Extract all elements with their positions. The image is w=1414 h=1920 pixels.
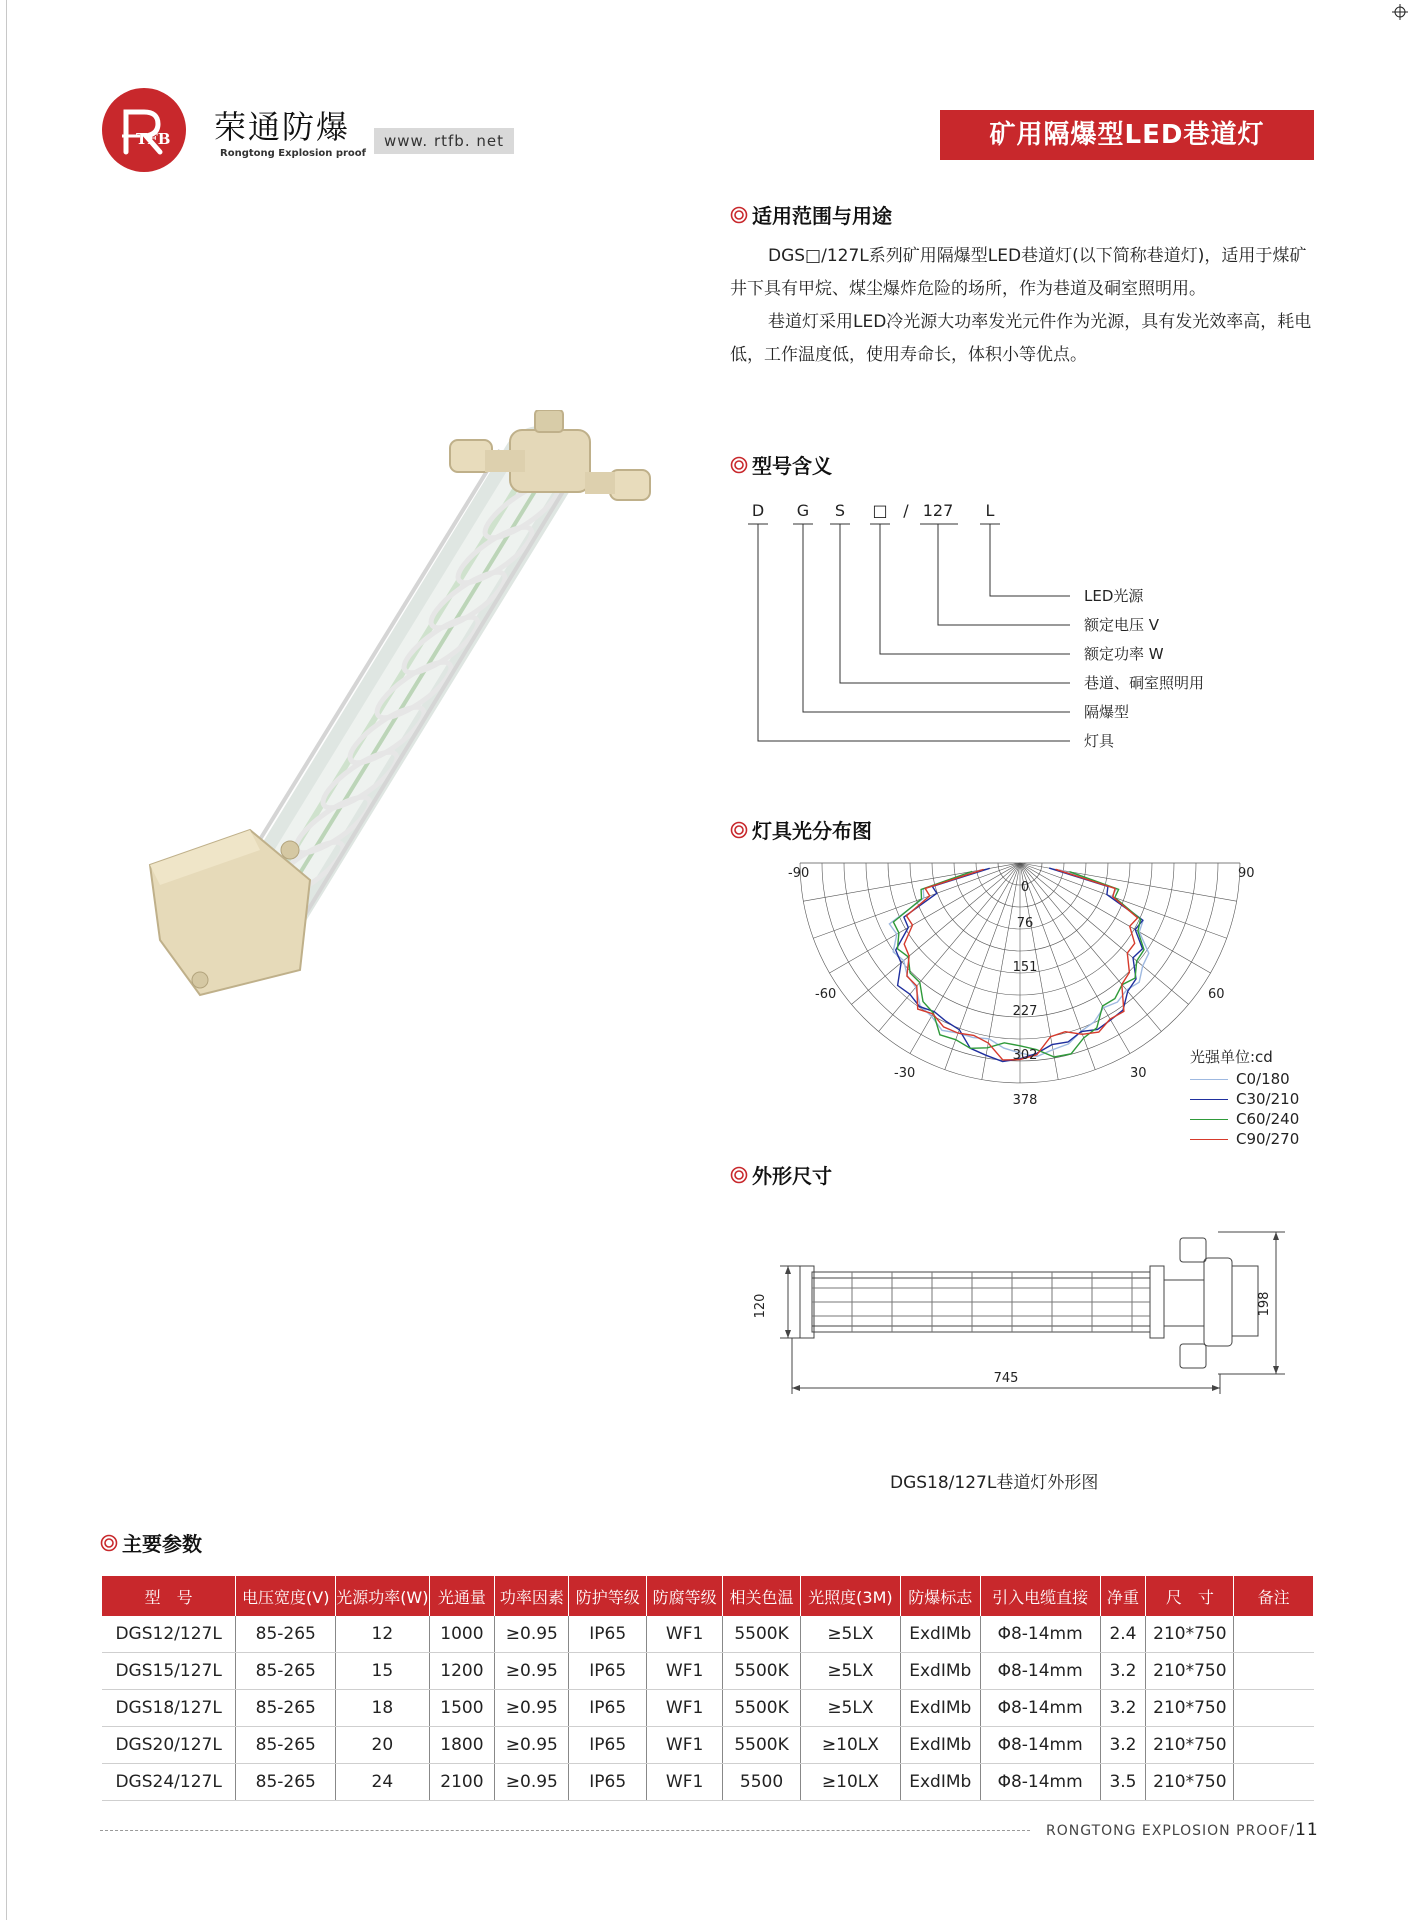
column-header: 光照度(3M) — [800, 1576, 900, 1616]
section-heading-model-text: 型号含义 — [752, 454, 832, 478]
section-bullet-icon — [730, 206, 748, 224]
model-meaning: 额定功率 W — [1084, 645, 1164, 663]
angle-label: 90 — [1238, 866, 1255, 881]
dimension-height-small: 120 — [753, 1293, 768, 1319]
table-cell: 210*750 — [1146, 1616, 1234, 1653]
table-cell: Φ8-14mm — [980, 1727, 1100, 1764]
table-cell: ≥0.95 — [495, 1690, 569, 1727]
table-cell: ExdIMb — [900, 1727, 980, 1764]
angle-label: -60 — [815, 987, 837, 1002]
table-cell: 85-265 — [236, 1764, 336, 1801]
dimension-length: 745 — [993, 1371, 1019, 1386]
table-cell: 24 — [336, 1764, 429, 1801]
product-photo — [140, 410, 680, 1010]
table-cell: 20 — [336, 1727, 429, 1764]
table-cell: IP65 — [569, 1764, 647, 1801]
table-row — [102, 1653, 1314, 1690]
table-cell: 3.2 — [1100, 1653, 1146, 1690]
radial-label: 302 — [1012, 1048, 1038, 1063]
table-cell: WF1 — [647, 1653, 723, 1690]
section-heading-dimensions — [730, 1160, 832, 1189]
usage-paragraph: DGS□/127L系列矿用隔爆型LED巷道灯(以下简称巷道灯)，适用于煤矿井下具有甲烷、煤尘爆炸危险的场所，作为巷道及硐室照明用。 — [730, 246, 1307, 299]
model-code: □ — [872, 501, 888, 520]
table-cell: 1500 — [429, 1690, 495, 1727]
table-cell: DGS12/127L — [102, 1616, 236, 1653]
top-junction-box — [450, 410, 650, 500]
table-cell: ≥0.95 — [495, 1653, 569, 1690]
dimension-drawing — [740, 1220, 1300, 1420]
column-header: 引入电缆直接 — [980, 1576, 1100, 1616]
table-cell: IP65 — [569, 1653, 647, 1690]
table-cell — [1234, 1764, 1314, 1801]
legend-label: C60/240 — [1236, 1110, 1300, 1128]
table-cell: 85-265 — [236, 1727, 336, 1764]
table-cell: 5500K — [723, 1727, 801, 1764]
column-header: 功率因素 — [495, 1576, 569, 1616]
table-cell: 85-265 — [236, 1616, 336, 1653]
model-code: / — [903, 501, 909, 520]
column-header: 型 号 — [102, 1576, 236, 1616]
model-code: D — [751, 501, 765, 520]
column-header: 光通量 — [429, 1576, 495, 1616]
page-edge — [6, 0, 7, 1920]
table-cell: 1800 — [429, 1727, 495, 1764]
table-cell: WF1 — [647, 1616, 723, 1653]
model-meaning: 额定电压 V — [1084, 616, 1160, 634]
table-cell: DGS20/127L — [102, 1727, 236, 1764]
crop-mark-icon — [1392, 4, 1408, 20]
table-cell: ≥5LX — [800, 1653, 900, 1690]
section-heading-usage — [730, 200, 892, 229]
radial-label: 378 — [1012, 1093, 1038, 1108]
table-cell: 15 — [336, 1653, 429, 1690]
legend-label: C0/180 — [1236, 1070, 1290, 1088]
polar-spoke — [879, 863, 1020, 1032]
model-code: 127 — [922, 501, 954, 520]
table-cell: 3.5 — [1100, 1764, 1146, 1801]
table-cell — [1234, 1653, 1314, 1690]
table-cell: 3.2 — [1100, 1727, 1146, 1764]
section-heading-params — [100, 1528, 202, 1557]
table-header-row — [102, 1576, 1314, 1616]
table-cell: WF1 — [647, 1764, 723, 1801]
table-row — [102, 1764, 1314, 1801]
table-cell: ≥10LX — [800, 1764, 900, 1801]
dimension-caption: DGS18/127L巷道灯外形图 — [890, 1473, 1099, 1493]
table-cell — [1234, 1727, 1314, 1764]
brand-name: 荣通防爆 — [214, 108, 351, 146]
table-cell: ExdIMb — [900, 1690, 980, 1727]
section-bullet-icon — [730, 456, 748, 474]
table-cell: WF1 — [647, 1727, 723, 1764]
table-cell: 5500 — [723, 1764, 801, 1801]
table-cell: 5500K — [723, 1616, 801, 1653]
section-heading-params-text: 主要参数 — [122, 1532, 202, 1556]
column-header: 净重 — [1100, 1576, 1146, 1616]
table-cell: ≥0.95 — [495, 1616, 569, 1653]
table-cell: 210*750 — [1146, 1764, 1234, 1801]
table-cell: Φ8-14mm — [980, 1653, 1100, 1690]
table-cell: 210*750 — [1146, 1653, 1234, 1690]
model-diagram — [740, 490, 1280, 760]
table-cell: ≥0.95 — [495, 1764, 569, 1801]
params-table — [102, 1576, 1314, 1801]
table-cell: Φ8-14mm — [980, 1616, 1100, 1653]
table-row — [102, 1690, 1314, 1727]
table-row — [102, 1727, 1314, 1764]
page-number: 11 — [1295, 1820, 1319, 1840]
table-cell: Φ8-14mm — [980, 1764, 1100, 1801]
legend-swatch — [1190, 1139, 1228, 1140]
legend-item — [1190, 1069, 1299, 1089]
section-bullet-icon — [100, 1534, 118, 1552]
table-cell: 18 — [336, 1690, 429, 1727]
section-heading-model — [730, 450, 832, 479]
table-cell: 85-265 — [236, 1653, 336, 1690]
table-cell: IP65 — [569, 1727, 647, 1764]
section-heading-usage-text: 适用范围与用途 — [752, 204, 892, 228]
table-cell: ≥5LX — [800, 1690, 900, 1727]
radial-label: 227 — [1012, 1004, 1038, 1019]
section-heading-light — [730, 815, 872, 844]
legend-item — [1190, 1089, 1299, 1109]
table-cell: ≥10LX — [800, 1727, 900, 1764]
table-cell: WF1 — [647, 1690, 723, 1727]
table-cell: 85-265 — [236, 1690, 336, 1727]
section-heading-dimensions-text: 外形尺寸 — [752, 1164, 832, 1188]
table-cell: 12 — [336, 1616, 429, 1653]
angle-label: -30 — [894, 1066, 916, 1081]
params-table-body — [102, 1616, 1314, 1801]
angle-label: 30 — [1130, 1066, 1147, 1081]
section-heading-light-text: 灯具光分布图 — [752, 819, 872, 843]
bottom-end-cap — [150, 830, 310, 995]
footer-text: RONGTONG EXPLOSION PROOF/11 — [1046, 1820, 1319, 1840]
table-cell: ExdIMb — [900, 1764, 980, 1801]
table-cell: IP65 — [569, 1616, 647, 1653]
column-header: 备注 — [1234, 1576, 1314, 1616]
column-header: 光源功率(W) — [336, 1576, 429, 1616]
legend-label: C90/270 — [1236, 1130, 1300, 1148]
column-header: 防爆标志 — [900, 1576, 980, 1616]
radial-label: 151 — [1012, 960, 1038, 975]
chart-legend — [1190, 1046, 1299, 1149]
legend-swatch — [1190, 1079, 1228, 1080]
website-url: www. rtfb. net — [374, 128, 514, 154]
radial-label: 76 — [1016, 916, 1034, 931]
model-code: G — [796, 501, 810, 520]
legend-item — [1190, 1129, 1299, 1149]
model-meaning: 巷道、硐室照明用 — [1084, 674, 1205, 692]
table-cell: ≥0.95 — [495, 1727, 569, 1764]
column-header: 防护等级 — [569, 1576, 647, 1616]
usage-paragraph: 巷道灯采用LED冷光源大功率发光元件作为光源，具有发光效率高，耗电低，工作温度低，使用寿命长，体积小等优点。 — [730, 312, 1312, 365]
polar-spoke — [1020, 863, 1161, 1032]
page-title: 矿用隔爆型LED巷道灯 — [940, 110, 1314, 160]
footer-brand: RONGTONG EXPLOSION PROOF — [1046, 1823, 1290, 1839]
dimension-height-total: 198 — [1257, 1291, 1272, 1317]
legend-swatch — [1190, 1119, 1228, 1120]
column-header: 尺 寸 — [1146, 1576, 1234, 1616]
table-cell: ExdIMb — [900, 1616, 980, 1653]
logo-letters: TFB — [136, 130, 171, 148]
table-cell: 3.2 — [1100, 1690, 1146, 1727]
table-cell: ExdIMb — [900, 1653, 980, 1690]
legend-item — [1190, 1109, 1299, 1129]
legend-swatch — [1190, 1099, 1228, 1100]
brand-subtitle: Rongtong Explosion proof — [220, 148, 367, 159]
table-cell: 5500K — [723, 1690, 801, 1727]
model-meaning: 灯具 — [1084, 732, 1115, 750]
table-cell — [1234, 1690, 1314, 1727]
table-cell: 2.4 — [1100, 1616, 1146, 1653]
legend-label: C30/210 — [1236, 1090, 1300, 1108]
table-cell: ≥5LX — [800, 1616, 900, 1653]
table-row — [102, 1616, 1314, 1653]
table-cell: 1000 — [429, 1616, 495, 1653]
brand-logo — [100, 86, 188, 174]
usage-text — [730, 240, 1320, 372]
table-cell: 2100 — [429, 1764, 495, 1801]
legend-unit-label: 光强单位:cd — [1190, 1048, 1273, 1066]
table-cell — [1234, 1616, 1314, 1653]
section-bullet-icon — [730, 821, 748, 839]
table-cell: 5500K — [723, 1653, 801, 1690]
table-cell: DGS24/127L — [102, 1764, 236, 1801]
model-code: L — [985, 501, 995, 520]
table-cell: DGS15/127L — [102, 1653, 236, 1690]
table-cell: IP65 — [569, 1690, 647, 1727]
model-meaning: LED光源 — [1084, 587, 1144, 605]
column-header: 防腐等级 — [647, 1576, 723, 1616]
radial-label: 0 — [1020, 880, 1030, 895]
table-cell: 210*750 — [1146, 1690, 1234, 1727]
column-header: 电压宽度(V) — [236, 1576, 336, 1616]
table-cell: Φ8-14mm — [980, 1690, 1100, 1727]
model-meaning: 隔爆型 — [1084, 703, 1130, 721]
column-header: 相关色温 — [723, 1576, 801, 1616]
section-bullet-icon — [730, 1166, 748, 1184]
lamp-tube — [262, 462, 545, 912]
table-cell: 1200 — [429, 1653, 495, 1690]
table-cell: 210*750 — [1146, 1727, 1234, 1764]
footer-rule — [100, 1830, 1030, 1831]
table-cell: DGS18/127L — [102, 1690, 236, 1727]
angle-label: -90 — [788, 866, 810, 881]
angle-label: 60 — [1208, 987, 1225, 1002]
model-code: S — [834, 501, 846, 520]
